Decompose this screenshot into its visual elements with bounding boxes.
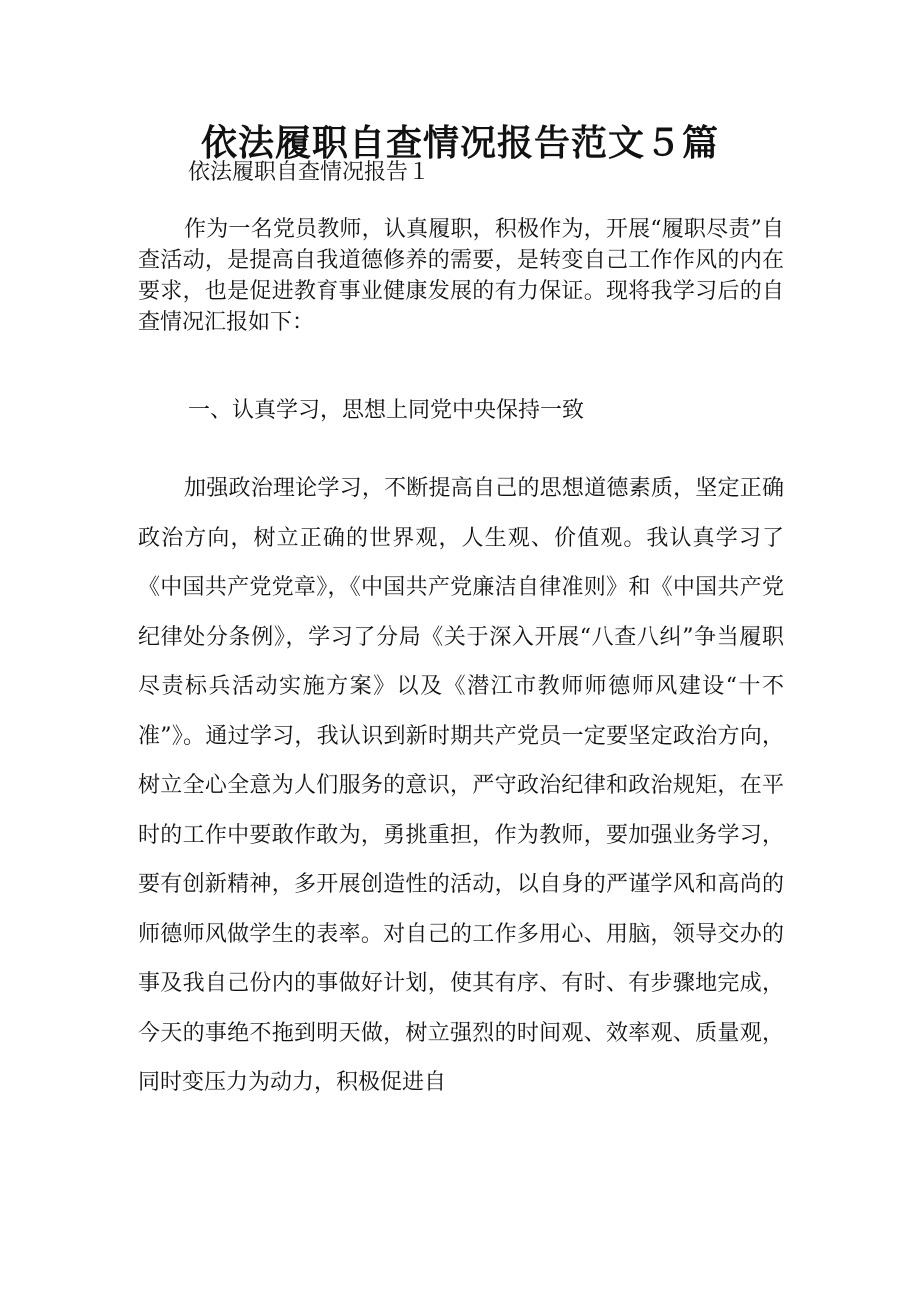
section-heading: 一、认真学习，思想上同党中央保持一致: [188, 398, 585, 423]
document-title: 依法履职自查情况报告范文５篇: [200, 123, 719, 164]
section-paragraph: 加强政治理论学习，不断提高自己的思想道德素质，坚定正确政治方向，树立正确的世界观，人生观、价值观。我认真学习了《中国共产党党章》，《中国共产党廉洁自律准则》和《中国共产党纪律处分条例》，学习了分局《关于深入开展“八查八纠”争当履职尽责标兵活动实施方案》以及《潜江市教师师德师风建设“十不准”》。通过学习，我认识到新时期共产党员一定要坚定政治方向，树立全心全意为人们服务的意识，严守政治纪律和政治规矩，在平时的工作中要敢作敢为，勇挑重担，作为教师，要加强业务学习，要有创新精神，多开展创造性的活动，以自身的严谨学风和高尚的师德师风做学生的表率。对自己的工作多用心、用脑，领导交办的事及我自己份内的事做好计划，使其有序、有时、有步骤地完成，今天的事绝不拖到明天做，树立强烈的时间观、效率观、质量观，同时变压力为动力，积极促进自: [138, 476, 784, 1095]
report-subtitle: 依法履职自查情况报告１: [188, 160, 431, 185]
intro-paragraph: 作为一名党员教师，认真履职，积极作为，开展“履职尽责”自查活动，是提高自我道德修养的需要，是转变自己工作作风的内在要求，也是促进教育事业健康发展的有力保证。现将我学习后的自查情况汇报如下：: [138, 217, 784, 335]
